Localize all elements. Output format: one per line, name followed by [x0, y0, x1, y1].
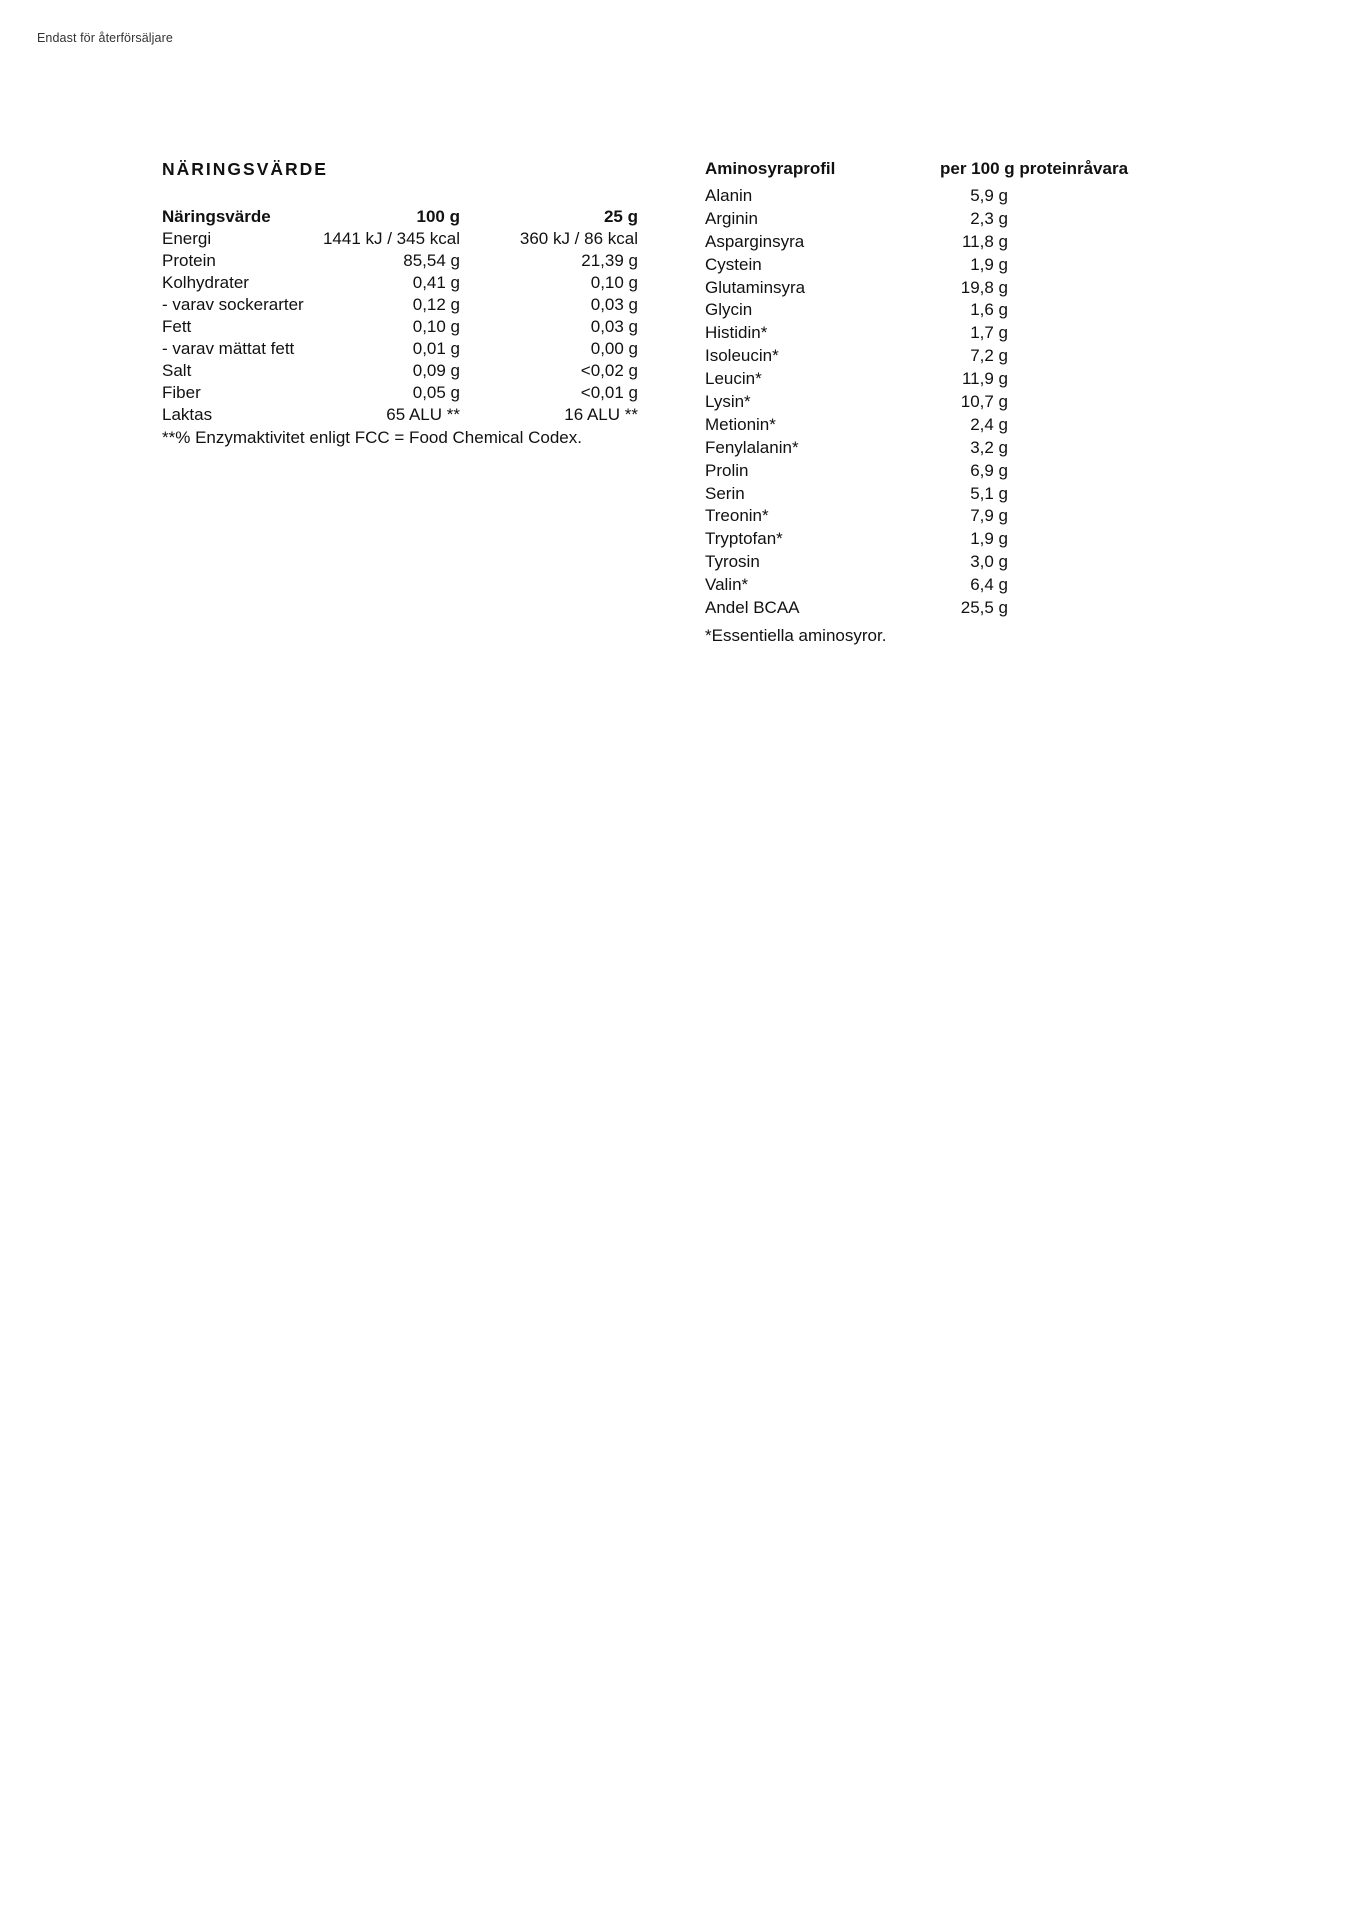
amino-row-value: 1,7 g	[970, 323, 1008, 343]
amino-section	[705, 158, 1165, 648]
amino-row	[705, 185, 1165, 208]
amino-row-name: Alanin	[705, 186, 753, 205]
amino-rows	[705, 185, 1165, 620]
nutrition-row	[162, 294, 640, 316]
amino-row	[705, 528, 1165, 551]
amino-row-value: 1,9 g	[970, 529, 1008, 549]
amino-row	[705, 231, 1165, 254]
nutrition-row	[162, 316, 640, 338]
nutrition-header-row	[162, 206, 640, 228]
nutrition-footnote: **% Enzymaktivitet enligt FCC = Food Chemical Codex.	[162, 428, 582, 447]
amino-row-value: 1,6 g	[970, 300, 1008, 320]
amino-row-name: Prolin	[705, 460, 749, 480]
amino-row-value: 5,1 g	[970, 483, 1008, 503]
amino-row	[705, 460, 1165, 483]
amino-row-value: 5,9 g	[970, 186, 1008, 205]
nutrition-row-100g: 0,05 g	[412, 383, 460, 402]
amino-row-value: 3,2 g	[970, 437, 1008, 457]
amino-col-value: per 100 g proteinråvara	[940, 159, 1129, 178]
amino-row-value: 7,9 g	[970, 506, 1008, 526]
amino-row-value: 25,5 g	[960, 598, 1008, 618]
nutrition-title: NÄRINGSVÄRDE	[162, 159, 328, 179]
nutrition-row-100g: 85,54 g	[403, 251, 460, 270]
nutrition-section	[162, 158, 640, 450]
amino-row-name: Asparginsyra	[705, 231, 805, 251]
amino-row	[705, 391, 1165, 414]
nutrition-row-25g: 21,39 g	[581, 251, 638, 270]
amino-row	[705, 437, 1165, 460]
amino-row	[705, 551, 1165, 574]
nutrition-row-100g: 1441 kJ / 345 kcal	[322, 229, 460, 248]
amino-row-value: 6,4 g	[970, 575, 1008, 595]
amino-row	[705, 345, 1165, 368]
nutrition-row-100g: 65 ALU **	[386, 405, 460, 424]
nutrition-row-25g: 16 ALU **	[564, 405, 638, 424]
amino-row	[705, 299, 1165, 322]
nutrition-row	[162, 272, 640, 294]
nutrition-row-100g: 0,12 g	[412, 295, 460, 314]
amino-row-name: Tryptofan*	[705, 529, 783, 549]
amino-row	[705, 505, 1165, 528]
nutrition-row	[162, 360, 640, 382]
amino-row	[705, 277, 1165, 300]
nutrition-col-25g: 25 g	[603, 207, 638, 226]
amino-row	[705, 483, 1165, 506]
amino-row-name: Lysin*	[705, 392, 751, 412]
amino-header-row	[705, 158, 1165, 180]
nutrition-row-label: - varav mättat fett	[162, 339, 295, 358]
nutrition-col-100g: 100 g	[416, 207, 460, 226]
amino-row-value: 2,3 g	[970, 208, 1008, 228]
amino-row	[705, 254, 1165, 277]
nutrition-row-100g: 0,41 g	[412, 273, 460, 292]
amino-row-name: Fenylalanin*	[705, 437, 799, 457]
amino-row-value: 19,8 g	[960, 277, 1008, 297]
nutrition-table	[162, 206, 640, 426]
nutrition-row-100g: 0,01 g	[412, 339, 460, 358]
amino-row-name: Isoleucin*	[705, 346, 779, 366]
amino-row-value: 1,9 g	[970, 254, 1008, 274]
nutrition-row-100g: 0,09 g	[412, 361, 460, 380]
nutrition-row-25g: 360 kJ / 86 kcal	[519, 229, 638, 248]
nutrition-row-25g: 0,03 g	[590, 317, 638, 336]
nutrition-row-25g: <0,01 g	[580, 383, 638, 402]
nutrition-row-25g: 0,10 g	[590, 273, 638, 292]
nutrition-row-label: Laktas	[162, 405, 213, 424]
amino-row-value: 11,9 g	[961, 369, 1008, 389]
amino-row-name: Leucin*	[705, 369, 762, 389]
nutrition-row	[162, 228, 640, 250]
nutrition-row-25g: 0,00 g	[590, 339, 638, 358]
amino-row-value: 6,9 g	[970, 460, 1008, 480]
nutrition-row-label: Salt	[162, 361, 192, 380]
amino-row-name: Glycin	[705, 300, 753, 320]
amino-row-name: Treonin*	[705, 506, 769, 526]
amino-row-name: Metionin*	[705, 414, 776, 434]
nutrition-col-label: Näringsvärde	[162, 207, 271, 226]
amino-row-value: 7,2 g	[970, 346, 1008, 366]
nutrition-row-100g: 0,10 g	[412, 317, 460, 336]
amino-footnote: *Essentiella aminosyror.	[705, 625, 887, 645]
nutrition-row	[162, 250, 640, 272]
nutrition-row-label: Energi	[162, 229, 212, 248]
amino-row-name: Serin	[705, 483, 745, 503]
amino-row	[705, 208, 1165, 231]
amino-row-name: Arginin	[705, 208, 758, 228]
amino-row	[705, 322, 1165, 345]
nutrition-row-label: Kolhydrater	[162, 273, 249, 292]
amino-row-name: Histidin*	[705, 323, 768, 343]
amino-row-name: Tyrosin	[705, 552, 760, 572]
amino-row	[705, 414, 1165, 437]
nutrition-row-25g: 0,03 g	[590, 295, 638, 314]
amino-row-name: Glutaminsyra	[705, 277, 806, 297]
nutrition-row-25g: <0,02 g	[580, 361, 638, 380]
amino-row	[705, 574, 1165, 597]
amino-col-name: Aminosyraprofil	[705, 159, 836, 178]
amino-row-value: 2,4 g	[970, 414, 1008, 434]
amino-row	[705, 368, 1165, 391]
nutrition-row	[162, 382, 640, 404]
amino-row	[705, 597, 1165, 620]
nutrition-row	[162, 338, 640, 360]
nutrition-row-label: Protein	[162, 251, 216, 270]
nutrition-row-label: - varav sockerarter	[162, 295, 304, 314]
amino-row-value: 11,8 g	[961, 231, 1008, 251]
amino-row-value: 10,7 g	[960, 392, 1008, 412]
nutrition-row	[162, 404, 640, 426]
amino-row-name: Cystein	[705, 254, 762, 274]
nutrition-rows	[162, 228, 640, 426]
nutrition-row-label: Fiber	[162, 383, 201, 402]
nutrition-row-label: Fett	[162, 317, 192, 336]
header-note: Endast för återförsäljare	[37, 31, 173, 45]
amino-row-name: Valin*	[705, 575, 749, 595]
amino-row-name: Andel BCAA	[705, 598, 800, 618]
amino-row-value: 3,0 g	[970, 552, 1008, 572]
